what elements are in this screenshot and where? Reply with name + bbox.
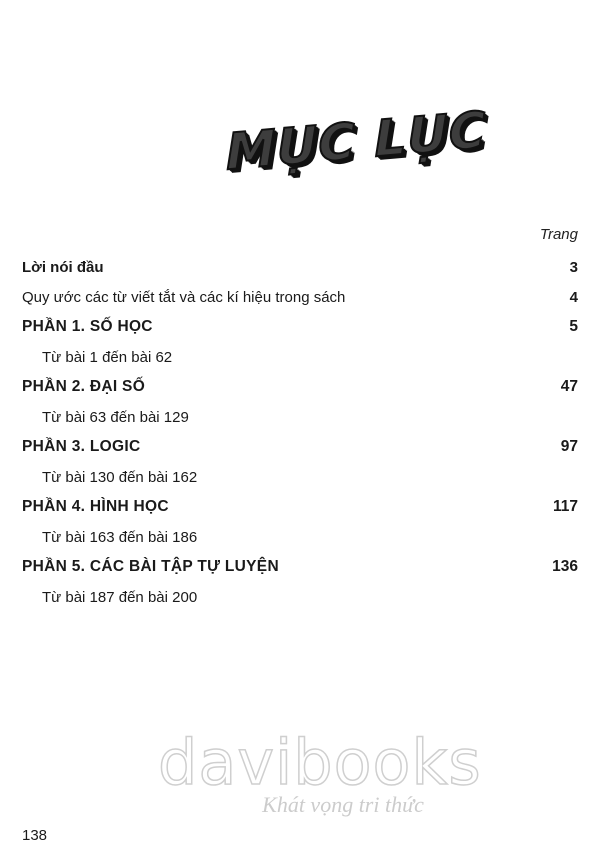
toc-entry-label: PHẦN 1. SỐ HỌC — [22, 318, 153, 335]
page-column-label: Trang — [539, 226, 578, 243]
toc-part-entry — [22, 552, 578, 582]
toc-entry-page: 136 — [552, 558, 578, 575]
toc-entry-label: PHẦN 3. LOGIC — [22, 438, 141, 455]
toc-sub-entry — [22, 402, 578, 432]
toc-entry — [22, 282, 578, 312]
toc-entry — [22, 252, 578, 282]
watermark-brand: davibooks — [158, 726, 482, 799]
toc-entry-page: 3 — [569, 258, 578, 276]
toc-entry-page: 5 — [569, 318, 578, 335]
toc-sub-entry — [22, 582, 578, 612]
toc-part-entry — [22, 492, 578, 522]
toc-entry-page: 47 — [560, 378, 578, 395]
page-title: MỤC LỤC — [225, 100, 488, 182]
toc-entry-label: Lời nói đầu — [22, 258, 104, 276]
toc-sub-entry — [22, 462, 578, 492]
toc-sub-entry — [22, 342, 578, 372]
toc-part-entry — [22, 312, 578, 342]
toc-entry-label: PHẦN 5. CÁC BÀI TẬP TỰ LUYỆN — [22, 558, 279, 575]
table-of-contents — [22, 252, 578, 612]
toc-entry-label: Từ bài 63 đến bài 129 — [42, 408, 189, 426]
watermark — [158, 726, 482, 818]
toc-part-entry — [22, 372, 578, 402]
watermark-tagline: Khát vọng tri thức — [262, 792, 424, 817]
toc-entry-label: Từ bài 187 đến bài 200 — [42, 588, 198, 606]
toc-sub-entry — [22, 522, 578, 552]
title-block — [225, 100, 488, 192]
toc-entry-page: 4 — [569, 288, 578, 306]
toc-entry-label: PHẦN 4. HÌNH HỌC — [22, 498, 169, 515]
toc-entry-page: 117 — [552, 498, 578, 515]
toc-entry-label: PHẦN 2. ĐẠI SỐ — [22, 378, 146, 395]
toc-entry-label: Từ bài 1 đến bài 62 — [42, 348, 173, 366]
toc-entry-label: Quy ước các từ viết tắt và các kí hiệu trong sách — [22, 288, 346, 306]
toc-entry-label: Từ bài 130 đến bài 162 — [42, 468, 198, 486]
toc-entry-label: Từ bài 163 đến bài 186 — [42, 528, 198, 546]
page-number: 138 — [22, 827, 48, 844]
toc-entry-page: 97 — [560, 438, 578, 455]
toc-part-entry — [22, 432, 578, 462]
